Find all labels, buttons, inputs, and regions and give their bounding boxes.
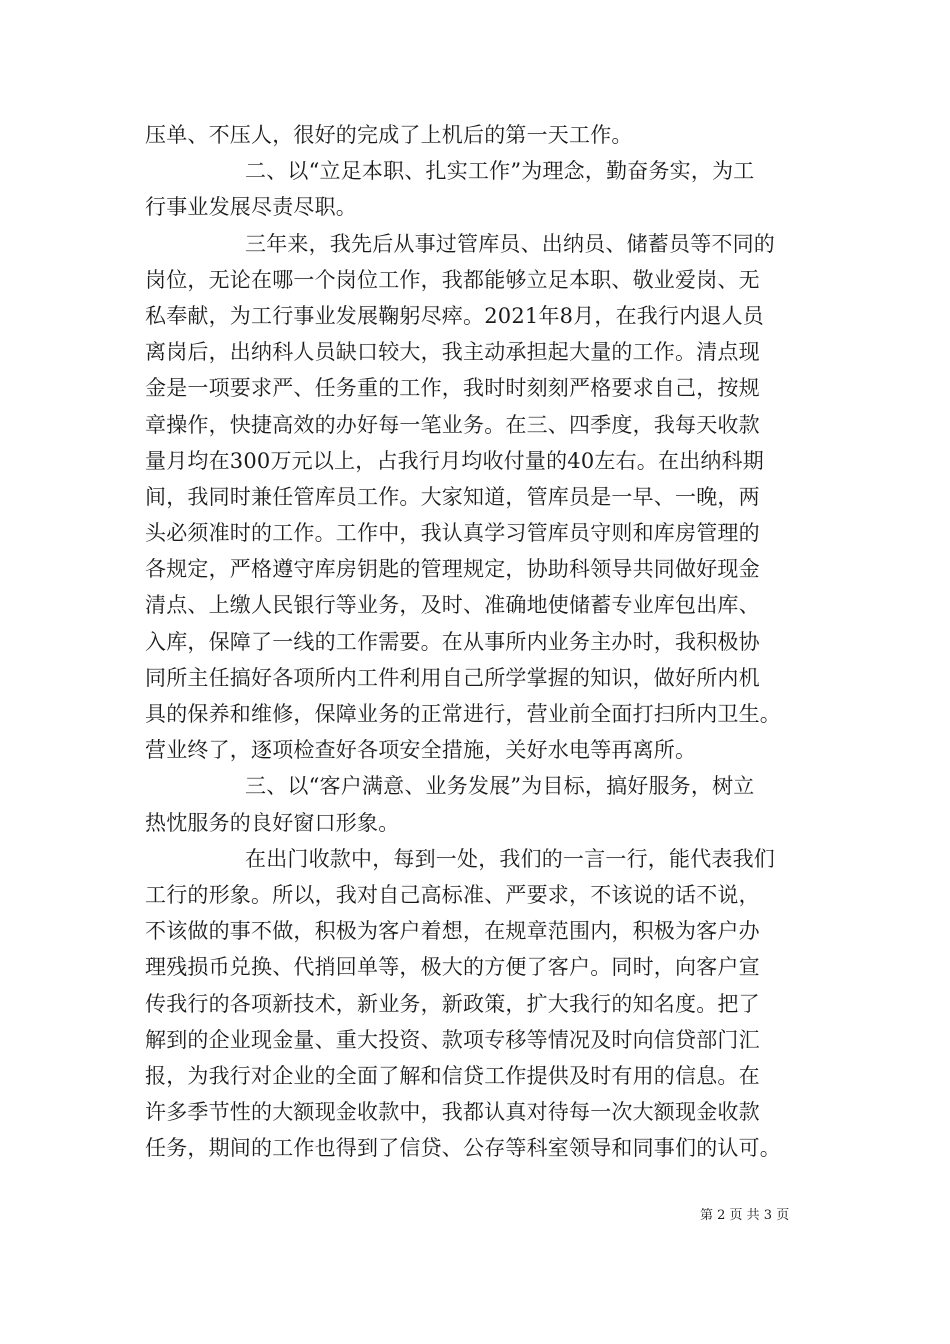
- text-line: 三、以“客户满意、业务发展”为目标，搞好服务，树立: [245, 774, 755, 799]
- text-line: 具的保养和维修，保障业务的正常进行，营业前全面打扫所内卫生。: [145, 702, 781, 726]
- text-line: 离岗后，出纳科人员缺口较大，我主动承担起大量的工作。清点现: [145, 340, 760, 365]
- text-line: 热忱服务的良好窗口形象。: [145, 810, 400, 835]
- text-line: 不该做的事不做，积极为客户着想，在规章范围内，积极为客户办: [145, 919, 760, 944]
- text-line: 二、以“立足本职、扎实工作”为理念，勤奋务实，为工: [245, 159, 755, 184]
- text-line: 金是一项要求严、任务重的工作，我时时刻刻严格要求自己，按规: [145, 376, 760, 401]
- text-line: 任务，期间的工作也得到了信贷、公存等科室领导和同事们的认可。: [145, 1136, 781, 1161]
- document-body: [145, 117, 805, 1166]
- text-line: 岗位，无论在哪一个岗位工作，我都能够立足本职、敬业爱岗、无: [145, 267, 760, 292]
- text-line: 营业终了，逐项检查好各项安全措施，关好水电等再离所。: [145, 738, 697, 763]
- text-line: 清点、上缴人民银行等业务，及时、准确地使储蓄专业库包出库、: [145, 593, 760, 618]
- text-line: 行事业发展尽责尽职。: [145, 195, 357, 220]
- text-line: 在出门收款中，每到一处，我们的一言一行，能代表我们: [245, 846, 775, 871]
- text-line: 压单、不压人，很好的完成了上机后的第一天工作。: [145, 123, 633, 147]
- text-line: 同所主任搞好各项所内工件利用自己所学掌握的知识，做好所内机: [145, 665, 760, 690]
- text-line: 传我行的各项新技术，新业务，新政策，扩大我行的知名度。把了: [145, 991, 760, 1016]
- text-line: 解到的企业现金量、重大投资、款项专移等情况及时向信贷部门汇: [145, 1027, 760, 1052]
- text-line: 量月均在300万元以上，占我行月均收付量的40左右。在出纳科期: [145, 448, 765, 473]
- text-line: 入库，保障了一线的工作需要。在从事所内业务主办时，我积极协: [145, 629, 760, 654]
- text-line: 工行的形象。所以，我对自己高标准、严要求，不该说的话不说，: [145, 882, 760, 907]
- text-line: 间，我同时兼任管库员工作。大家知道，管库员是一早、一晚，两: [145, 484, 760, 509]
- text-line: 理残损币兑换、代捎回单等，极大的方便了客户。同时，向客户宣: [145, 955, 760, 980]
- text-line: 头必须准时的工作。工作中，我认真学习管库员守则和库房管理的: [145, 521, 760, 546]
- text-line: 各规定，严格遵守库房钥匙的管理规定，协助科领导共同做好现金: [145, 557, 760, 582]
- text-line: 许多季节性的大额现金收款中，我都认真对待每一次大额现金收款: [145, 1100, 760, 1125]
- text-line: 章操作，快捷高效的办好每一笔业务。在三、四季度，我每天收款: [145, 412, 760, 437]
- text-line: 私奉献，为工行事业发展鞠躬尽瘁。2021年8月，在我行内退人员: [145, 303, 765, 328]
- text-line: 报，为我行对企业的全面了解和信贷工作提供及时有用的信息。在: [145, 1063, 760, 1088]
- text-line: 三年来，我先后从事过管库员、出纳员、储蓄员等不同的: [245, 231, 775, 256]
- page-number: 第 2 页 共 3 页: [700, 1208, 790, 1223]
